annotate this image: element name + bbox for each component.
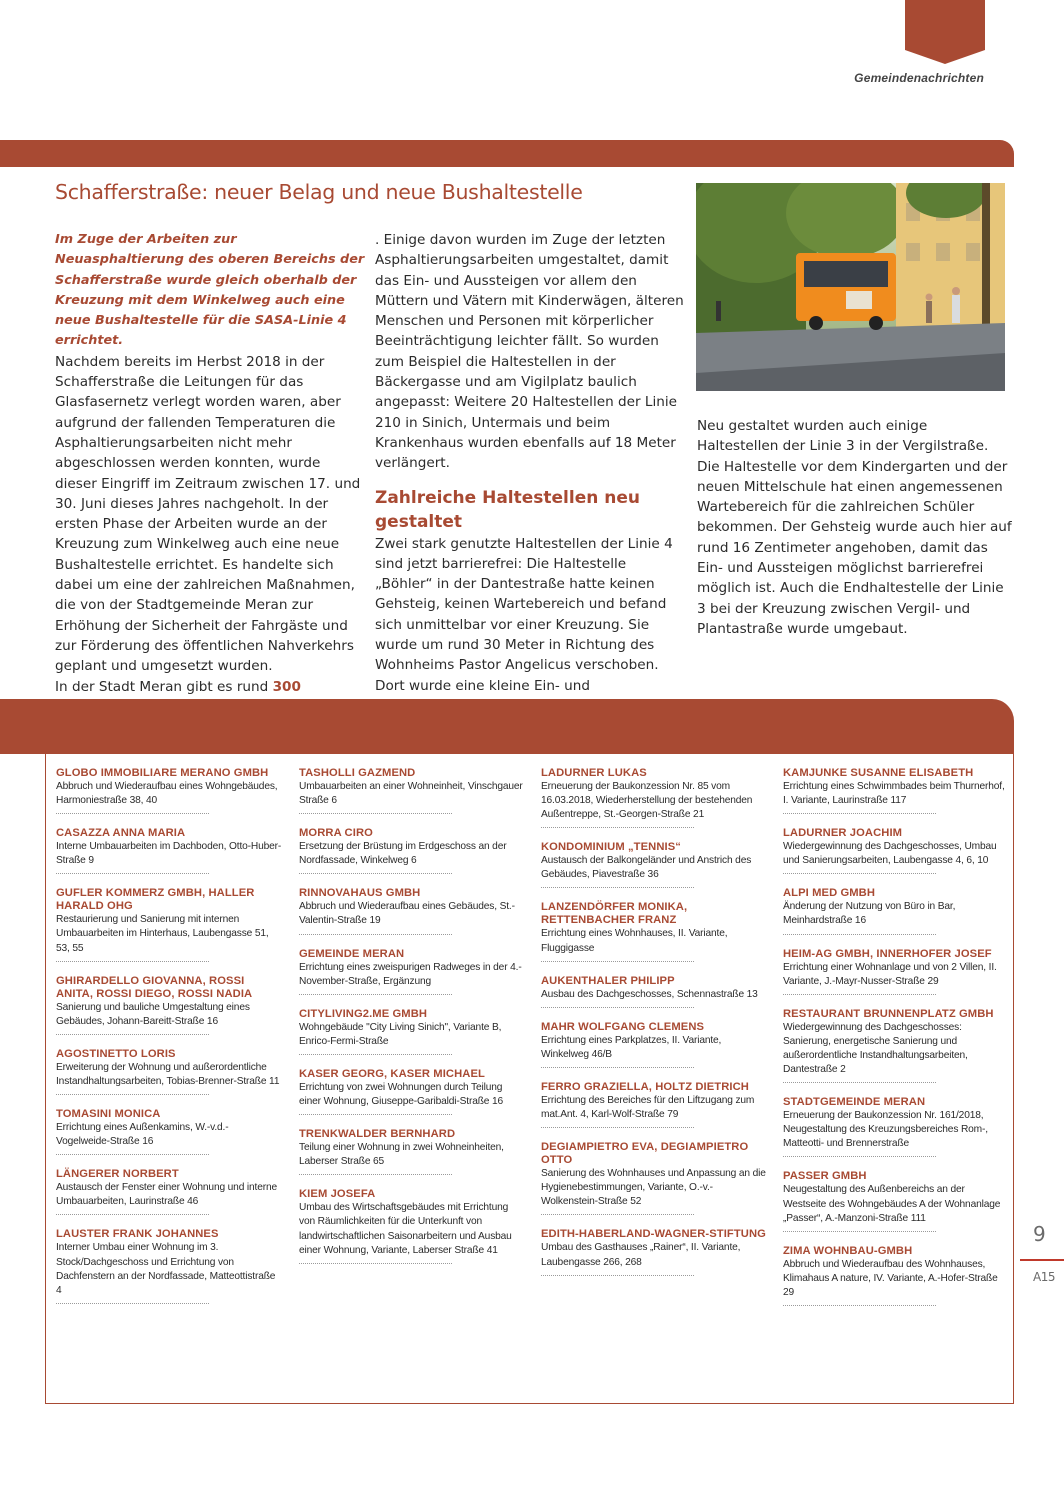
permit-divider (299, 1109, 452, 1115)
permit-entry (783, 767, 1009, 814)
permit-divider (541, 1002, 694, 1008)
permit-entry (56, 1168, 282, 1215)
permits-column-2 (299, 767, 525, 1277)
permit-entry (56, 1228, 282, 1303)
permit-divider (299, 868, 452, 874)
permit-divider (783, 1300, 936, 1306)
permit-divider (56, 1029, 209, 1035)
permit-entry (541, 1021, 767, 1068)
permit-applicant: TOMASINI MONICA (56, 1108, 161, 1121)
permit-applicant: GUFLER KOMMERZ GMBH, HALLER HARALD OHG (56, 887, 255, 913)
permit-description: Wiedergewinnung des Dachgeschosses, Umbau und Sanierungsarbeiten, Laubengasse 4, 6, 10 (783, 841, 997, 867)
permit-entry (541, 767, 767, 828)
permit-divider (299, 808, 452, 814)
permit-description: Erneuerung der Baukonzession Nr. 161/2018, Neugestaltung des Kreuzungsbereiches Rom-, Matteotti- und Brennerstraße (783, 1110, 988, 1150)
permit-applicant: AGOSTINETTO LORIS (56, 1047, 176, 1060)
permit-entry (56, 767, 282, 814)
permit-description: Interner Umbau einer Wohnung im 3. Stock/Dachgeschoss und Errichtung von Dachfenstern an der Nordfassade, Matteottistraße 4 (56, 1242, 276, 1296)
article-paragraph-2-end: . Einige davon wurden im Zuge der letzten Asphaltierungsarbeiten umgestaltet, damit das Ein- und Aussteigen vor allem den Müttern und Vätern mit Kinderwägen, älteren Menschen und Personen mit körperlicher Beeinträchtigung leichter fällt. So wurden zum Beispiel die Haltestellen in der Bäckergasse und am Vigilplatz baulich angepasst: Weitere 20 Haltestellen der Linie 210 in Sinich, Untermais und beim Krankenhaus wurden ebenfalls auf 18 Meter verlängert. (375, 232, 684, 472)
permit-applicant: KASER GEORG, KASER MICHAEL (299, 1067, 485, 1080)
permit-divider (56, 956, 209, 962)
permit-applicant: GHIRARDELLO GIOVANNA, ROSSI ANITA, ROSSI DIEGO, ROSSI NADIA (56, 974, 253, 1000)
permit-description: Errichtung eines Parkplatzes, II. Variante, Winkelweg 46/B (541, 1034, 722, 1060)
permit-description: Ersetzung der Brüstung im Erdgeschoss an der Nordfassade, Winkelweg 6 (299, 841, 507, 867)
permits-column-3 (541, 767, 767, 1289)
permit-applicant: KAMJUNKE SUSANNE ELISABETH (783, 767, 974, 779)
permit-description: Änderung der Nutzung von Büro in Bar, Meinhardstraße 16 (783, 901, 956, 927)
permit-entry (783, 1096, 1009, 1157)
article-title: Schafferstraße: neuer Belag und neue Bushaltestelle (55, 180, 583, 204)
permit-entry (299, 767, 525, 814)
permit-entry (783, 887, 1009, 934)
permit-applicant: PASSER GMBH (783, 1170, 867, 1183)
permit-applicant: HEIM-AG GMBH, INNERHOFER JOSEF (783, 947, 992, 960)
article-column-2 (375, 230, 685, 737)
permits-column-1 (56, 767, 282, 1317)
permits-column-4 (783, 767, 1009, 1319)
permit-applicant: ALPI MED GMBH (783, 887, 876, 900)
permit-divider (541, 1270, 694, 1276)
permit-divider (56, 1298, 209, 1304)
permit-divider (783, 868, 936, 874)
permit-entry (299, 1128, 525, 1175)
permit-entry (56, 827, 282, 874)
permit-entry (541, 1228, 767, 1275)
permit-description: Wohngebäude "City Living Sinich", Variante B, Enrico-Fermi-Straße (299, 1021, 502, 1047)
permit-entry (299, 948, 525, 995)
page-code: A15 (1033, 1270, 1055, 1284)
permit-description: Austausch der Balkongeländer und Anstrich des Gebäudes, Piavestraße 36 (541, 855, 752, 881)
bus-stop-photo (696, 183, 1005, 391)
permit-applicant: GLOBO IMMOBILIARE MERANO GMBH (56, 767, 269, 779)
permit-divider (541, 822, 694, 828)
paragraph-2-highlight: 300 (272, 678, 301, 695)
permit-description: Abbruch und Wiederaufbau eines Gebäudes, St.-Valentin-Straße 19 (299, 901, 515, 927)
permit-divider (299, 1049, 452, 1055)
permit-divider (783, 989, 936, 995)
permit-applicant: AUKENTHALER PHILIPP (541, 974, 675, 987)
permit-entry (783, 1245, 1009, 1306)
permit-description: Sanierung und bauliche Umgestaltung eines Gebäudes, Johann-Bareitt-Straße 16 (56, 1001, 250, 1027)
permit-applicant: ZIMA WOHNBAU-GMBH (783, 1244, 913, 1257)
permit-description: Ausbau des Dachgeschosses, Schennastraße 13 (541, 988, 758, 1000)
article-lead: Im Zuge der Arbeiten zur Neuasphaltierung des oberen Bereichs der Schafferstraße wurde gleich oberhalb der Kreuzung mit dem Winkelweg auch eine neue Bushaltestelle für die SASA-Linie 4 errichtet. (55, 232, 365, 349)
permit-entry (783, 948, 1009, 995)
permit-divider (541, 1122, 694, 1128)
permit-entry (783, 1170, 1009, 1231)
permit-description: Sanierung des Wohnhauses und Anpassung an die Hygienebestimmungen, Variante, O.-v.-Wolkenstein-Straße 52 (541, 1168, 766, 1208)
permit-divider (299, 989, 452, 995)
permit-entry (541, 1141, 767, 1215)
permit-entry (541, 841, 767, 888)
permit-applicant: TRENKWALDER BERNHARD (299, 1128, 456, 1141)
permit-description: Errichtung eines Schwimmbades beim Thurnerhof, I. Variante, Laurinstraße 117 (783, 781, 1005, 807)
article-paragraph-1: Nachdem bereits im Herbst 2018 in der Schafferstraße die Leitungen für das Glasfasernetz verlegt worden waren, aber aufgrund der fallenden Temperaturen die Asphaltierungsarbeiten nicht mehr abgeschlossen werden konnten, wurde dieser Eingriff im Zeitraum zwischen 17. und 30. Juni dieses Jahres nachgeholt. In der ersten Phase der Arbeiten wurde an der Kreuzung zum Winkelweg auch eine neue Bushaltestelle errichtet. Es handelte sich dabei um eine der zahlreichen Maßnahmen, die von der Stadtgemeinde Meran zur Erhöhung der Sicherheit der Fahrgäste und zur Förderung des öffentlichen Nahverkehrs geplant und umgesetzt wurden. (55, 353, 361, 675)
section-label: Gemeindenachrichten (854, 71, 984, 85)
permit-applicant: FERRO GRAZIELLA, HOLTZ DIETRICH (541, 1080, 749, 1093)
permit-description: Austausch der Fenster einer Wohnung und interne Umbauarbeiten, Laurinstraße 46 (56, 1182, 277, 1208)
permit-description: Umbau des Wirtschaftsgebäudes mit Errichtung von Räumlichkeiten für die Unterkunft von landwirtschaftlichen Saisonarbeitern und Ausbau einer Wohnung, Variante, Laberser Straße 41 (299, 1202, 512, 1256)
permit-entry (299, 1188, 525, 1263)
permit-applicant: TASHOLLI GAZMEND (299, 767, 416, 779)
permit-entry (541, 1081, 767, 1128)
permit-applicant: LÄNGERER NORBERT (56, 1168, 179, 1181)
permit-description: Teilung einer Wohnung in zwei Wohneinheiten, Laberser Straße 65 (299, 1142, 504, 1168)
permit-applicant: LADURNER JOACHIM (783, 827, 903, 840)
permit-description: Errichtung eines Wohnhauses, II. Variante, Fluggigasse (541, 928, 728, 954)
permit-description: Errichtung einer Wohnanlage und von 2 Villen, II. Variante, J.-Mayr-Nusser-Straße 29 (783, 961, 997, 987)
permit-divider (56, 868, 209, 874)
permit-divider (541, 1209, 694, 1215)
article-column-3 (697, 416, 1012, 639)
permit-applicant: RESTAURANT BRUNNENPLATZ GMBH (783, 1007, 994, 1020)
permit-entry (56, 1048, 282, 1095)
permit-divider (783, 808, 936, 814)
permit-applicant: EDITH-HABERLAND-WAGNER-STIFTUNG (541, 1228, 766, 1241)
permit-entry (783, 1008, 1009, 1083)
permit-applicant: RINNOVAHAUS GMBH (299, 887, 421, 900)
article-paragraph-4: Neu gestaltet wurden auch einige Haltestellen der Linie 3 in der Vergilstraße. Die Haltestelle vor dem Kindergarten und der neuen Mittelschule hat einen angemessenen Wartebereich für die zahlreichen Schüler bekommen. Der Gehsteig wurde auch hier auf rund 16 Zentimeter angehoben, damit das Ein- und Aussteigen möglichst barrierefrei möglich ist. Auch die Endhaltestelle der Linie 3 bei der Kreuzung zwischen Vergil- und Plantastraße wurde umgebaut. (697, 418, 1012, 637)
permit-description: Errichtung eines zweispurigen Radweges in der 4.-November-Straße, Ergänzung (299, 961, 522, 987)
permit-applicant: KONDOMINIUM „TENNIS“ (541, 841, 681, 854)
permit-divider (56, 1209, 209, 1215)
permit-applicant: LADURNER LUKAS (541, 767, 647, 779)
permit-divider (299, 929, 452, 935)
permit-description: Errichtung eines Außenkamins, W.-v.d.-Vogelweide-Straße 16 (56, 1122, 229, 1148)
permit-applicant: LANZENDÖRFER MONIKA, RETTENBACHER FRANZ (541, 901, 688, 927)
permit-divider (56, 808, 209, 814)
permit-divider (783, 1151, 936, 1157)
page-number: 9 (1033, 1222, 1046, 1246)
permit-description: Errichtung des Bereiches für den Liftzugang zum mat.Ant. 4, Karl-Wolf-Straße 79 (541, 1094, 755, 1121)
article-top-band (0, 140, 1014, 167)
permit-applicant: KIEM JOSEFA (299, 1188, 376, 1201)
permit-description: Restaurierung und Sanierung mit internen Umbauarbeiten im Hinterhaus, Laubengasse 51, 53, 55 (56, 914, 269, 954)
permit-description: Errichtung von zwei Wohnungen durch Teilung einer Wohnung, Giuseppe-Garibaldi-Straße 16 (299, 1081, 504, 1108)
permit-description: Abbruch und Wiederaufbau des Wohnhauses, Klimahaus A nature, IV. Variante, A.-Hofer-Straße 29 (783, 1258, 998, 1298)
permit-divider (541, 1062, 694, 1068)
page-number-rule (1020, 1259, 1064, 1261)
permits-header-band (0, 699, 1014, 754)
article-column-1 (55, 230, 365, 717)
permit-applicant: GEMEINDE MERAN (299, 947, 405, 960)
permit-applicant: CASAZZA ANNA MARIA (56, 827, 186, 840)
permit-entry (541, 975, 767, 1008)
article-subheading: Zahlreiche Haltestellen neu gestaltet (375, 487, 640, 532)
permit-description: Erweiterung der Wohnung und außerordentliche Instandhaltungsarbeiten, Tobias-Brenner-Straße 11 (56, 1061, 280, 1087)
permit-divider (783, 1077, 936, 1083)
header-tab-shape (905, 0, 985, 64)
permit-entry (56, 887, 282, 961)
permit-divider (783, 1226, 936, 1232)
permit-divider (299, 1169, 452, 1175)
permit-description: Abbruch und Wiederaufbau eines Wohngebäudes, Harmoniestraße 38, 40 (56, 781, 278, 807)
article-paragraph-3: Zwei stark genutzte Haltestellen der Linie 4 sind jetzt barrierefrei: Die Haltestelle „Böhler“ in der Dantestraße hatte keinen Gehsteig, keinen Wartebereich und befand sich unmittelbar vor einer Kreuzung. Sie wurde um rund 30 Meter in Richtung des Wohnheims Pastor Angelicus verschoben. Dort wurde eine kleine Ein- und (375, 535, 673, 694)
permit-entry (56, 975, 282, 1035)
permit-description: Umbau des Gasthauses „Rainer“, II. Variante, Laubengasse 266, 268 (541, 1242, 741, 1268)
permit-divider (56, 1089, 209, 1095)
paragraph-2-text: In der Stadt Meran gibt es rund (55, 678, 273, 695)
permit-applicant: STADTGEMEINDE MERAN (783, 1096, 926, 1109)
permit-entry (56, 1108, 282, 1155)
permit-entry (299, 1008, 525, 1055)
permit-divider (541, 956, 694, 962)
permit-description: Umbauarbeiten an einer Wohneinheit, Vinschgauer Straße 6 (299, 781, 523, 807)
permit-entry (299, 827, 525, 874)
permit-applicant: LAUSTER FRANK JOHANNES (56, 1228, 219, 1241)
permit-divider (299, 1258, 452, 1264)
permit-entry (299, 1068, 525, 1115)
permit-divider (541, 882, 694, 888)
permit-entry (541, 901, 767, 961)
permit-entry (783, 827, 1009, 874)
permit-divider (783, 929, 936, 935)
permit-applicant: DEGIAMPIETRO EVA, DEGIAMPIETRO OTTO (541, 1141, 749, 1167)
permit-description: Wiedergewinnung des Dachgeschosses: Sanierung, energetische Sanierung und außerordentliche Instandhaltungsarbeiten, Dantestraße 2 (783, 1021, 968, 1076)
permit-applicant: CITYLIVING2.ME GMBH (299, 1007, 428, 1020)
permit-divider (56, 1149, 209, 1155)
permit-applicant: MAHR WOLFGANG CLEMENS (541, 1020, 705, 1033)
permit-description: Neugestaltung des Außenbereichs an der Westseite des Wohngebäudes A der Wohnanlage „Passer“, A.-Manzoni-Straße 111 (783, 1184, 1001, 1224)
permit-applicant: MORRA CIRO (299, 827, 373, 840)
permit-entry (299, 887, 525, 934)
permit-description: Erneuerung der Baukonzession Nr. 85 vom 16.03.2018, Wiederherstellung der bestehenden Außentreppe, St.-Georgen-Straße 21 (541, 781, 753, 821)
permit-description: Interne Umbauarbeiten im Dachboden, Otto-Huber-Straße 9 (56, 841, 282, 867)
